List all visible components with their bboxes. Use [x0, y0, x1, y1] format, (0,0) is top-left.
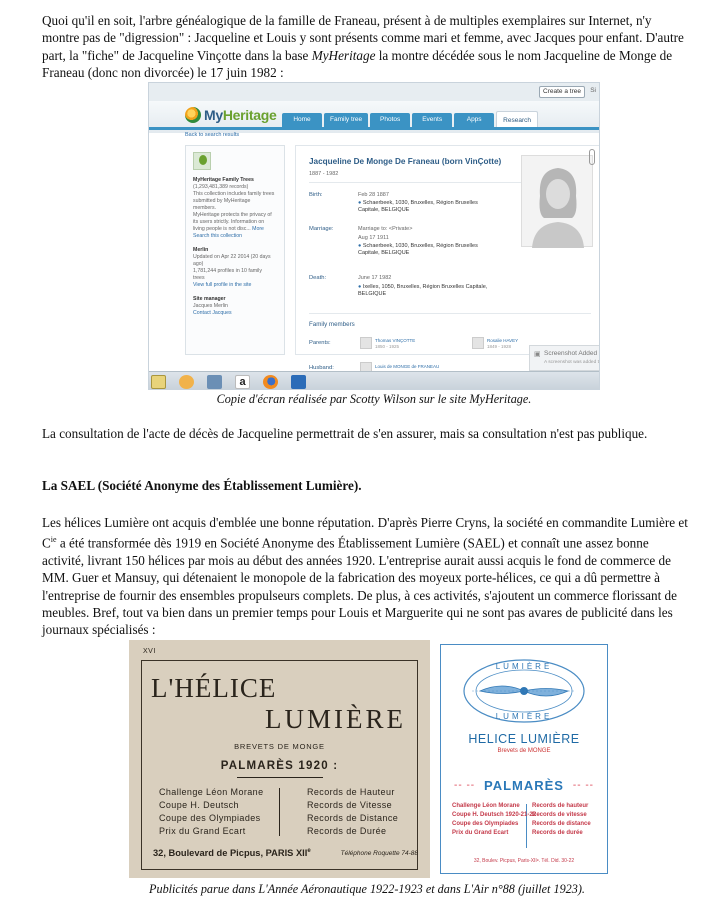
ad2-dashes-right: -- --: [572, 780, 594, 791]
ad-column-divider: [279, 788, 280, 836]
tab-photos[interactable]: Photos: [370, 113, 410, 127]
notification-title: Screenshot Added: [544, 350, 598, 357]
manager-name: Jacques Merlin: [193, 303, 228, 309]
ad2-left-column: [452, 802, 536, 838]
ad2-address: 32, Boulev. Picpus, Paris-XIIᵉ. Tél. Did. 30-22: [473, 858, 575, 864]
emblem-bottom-text: LUMIÈRE: [495, 712, 553, 721]
paperclip-icon: [589, 149, 595, 165]
create-tree-button[interactable]: Create a tree: [539, 86, 585, 98]
owner-updated: ago): [193, 261, 204, 267]
owner-updated: Updated on Apr 22 2014 (20 days: [193, 254, 271, 260]
ads-caption: Publicités parue dans L'Année Aéronautique 1922-1923 et dans L'Air n°88 (juillet 1923).: [149, 882, 585, 896]
death-date: June 17 1982: [358, 275, 392, 281]
location-pin-icon: ●: [358, 243, 362, 249]
paragraph-sael: [42, 514, 692, 638]
paragraph-consultation: La consultation de l'acte de décès de Jacqueline permettrait de s'en assurer, mais sa consultation n'est pas publique.: [42, 426, 648, 441]
tab-home[interactable]: Home: [282, 113, 322, 127]
paragraph-genealogy-text-end: la montre décédée sous le nom Jacqueline de Monge de Franeau (donc non divorcée) le 17 juin 1982 :: [42, 47, 673, 80]
ad-item: Prix du Grand Ecart: [159, 826, 246, 836]
file-manager-icon[interactable]: [151, 375, 166, 389]
owner-profiles: trees: [193, 275, 205, 281]
paragraph-genealogy-text: Quoi qu'il en soit, l'arbre généalogique de la famille de Franeau, présent à de multiples exemplaires sur Internet, n'y montre pas de "digression" : Jacqueline et Louis y sont présents comme mari et femme, avec Jacques pour enfant. D'autre part, la "fiche" de Jacqueline Vinçotte dans la base: [42, 13, 684, 63]
collection-desc: its users strictly. Information on: [193, 219, 265, 225]
ad2-title: HELICE LUMIÈRE: [468, 732, 580, 746]
ad-phone: Téléphone Roquette 74-88: [340, 850, 418, 857]
death-place-2: BELGIQUE: [358, 291, 387, 297]
nav-underline: [149, 127, 599, 130]
ad2-palmares: PALMARÈS: [484, 778, 564, 793]
ad2-right-column: [532, 802, 591, 838]
ad-address: 32, Boulevard de Picpus, PARIS XIIe: [153, 848, 311, 859]
page-number: XVI: [143, 648, 156, 655]
birth-label: Birth:: [309, 192, 323, 198]
person-years: 1887 - 1982: [309, 171, 339, 177]
person-name: Jacqueline De Monge De Franeau (born VinÇotte): [309, 157, 502, 166]
ad-right-column: [307, 786, 398, 838]
ad2-item: Coupe H. Deutsch 1920-21-22: [452, 812, 537, 818]
father-name[interactable]: Thomas VINÇOTTE: [375, 338, 416, 343]
ad2-item: Records de distance: [532, 821, 591, 827]
tab-events[interactable]: Events: [412, 113, 452, 127]
collection-desc: living people is not disc... More: [193, 226, 264, 232]
notification-subtitle: A screenshot was added t: [544, 360, 599, 365]
logo-icon: [185, 107, 201, 123]
emblem-top-text: LUMIÈRE: [495, 662, 553, 671]
collection-desc: This collection includes family trees: [193, 191, 275, 197]
section-title: La SAEL (Société Anonyme des Établissement Lumière).: [42, 478, 362, 493]
marriage-date: Aug 17 1911: [358, 235, 389, 241]
superscript: ie: [50, 535, 57, 545]
ad-item: Coupe des Olympiades: [159, 813, 261, 823]
location-pin-icon: ●: [358, 200, 362, 206]
paragraph-sael-text-end: a été transformée dès 1919 en Société Anonyme des Établissement Lumière (SAEL) et connaît une assez bonne activité, livrant 150 hélices par mois au début des années 1920. L'entreprise aurait aussi acquis le fond de commerce de MM. Guer et Mansuy, qui détenaient le monopole de la fabrication des moyeux porte-hélices, ce qui a dû permettre à l'entreprise de fournir des ensembles propulseurs complets. De plus, à ces activités, s'ajoutent un commerce florissant de meubles. Bref, tout va bien dans un premier temps pour Louis et Marguerite qui ne sont pas avares de publicité dans les journaux spécialisés :: [42, 535, 678, 638]
father-avatar[interactable]: [360, 337, 372, 349]
back-to-results-link[interactable]: Back to search results: [185, 132, 240, 138]
more-link[interactable]: More: [252, 226, 264, 232]
husband-label: Husband:: [309, 365, 334, 371]
husband-name[interactable]: Louis de MONGE de FRANEAU: [375, 364, 440, 369]
death-place: ● Ixelles, 1050, Bruxelles, Région Bruxelles Capitale,: [358, 284, 488, 290]
ad2-item: Coupe des Olympiades: [452, 821, 519, 827]
owner-name: Merlin: [193, 247, 209, 253]
death-label: Death:: [309, 275, 327, 281]
collection-title: MyHeritage Family Trees: [193, 177, 254, 183]
mother-avatar[interactable]: [472, 337, 484, 349]
mother-name[interactable]: Rosalie HAVEY: [487, 338, 519, 343]
ad2-dashes-left: -- --: [454, 780, 476, 791]
ad2-item: Challenge Léon Morane: [452, 803, 520, 809]
ad2-item: Records de durée: [532, 830, 583, 836]
tab-apps[interactable]: Apps: [454, 113, 494, 127]
birth-place: ● Schaerbeek, 1030, Bruxelles, Région Bruxelles: [358, 200, 478, 206]
myheritage-logo[interactable]: [185, 107, 276, 123]
ad2-item: Records de hauteur: [532, 803, 589, 809]
contact-link[interactable]: Contact Jacques: [193, 310, 232, 316]
photos-icon[interactable]: [179, 375, 194, 389]
paragraph-sael-text: Les hélices Lumière ont acquis d'emblée une bonne réputation. D'après Pierre Cryns, la société en commandite Lumière et C: [42, 515, 688, 551]
marriage-spouse: Marriage to: <Private>: [358, 226, 413, 232]
ad-item: Records de Distance: [307, 813, 399, 823]
marriage-label: Marriage:: [309, 226, 334, 232]
ad-item: Records de Vitesse: [307, 800, 393, 810]
ad-left-column: [159, 786, 263, 838]
collection-records: (1,293,481,389 records): [193, 184, 249, 190]
myheritage-italic: MyHeritage: [311, 47, 376, 63]
screenshot-caption: Copie d'écran réalisée par Scotty Wilson sur le site MyHeritage.: [216, 392, 532, 406]
ad-item: Coupe H. Deutsch: [159, 800, 239, 810]
tab-research[interactable]: Research: [496, 111, 538, 127]
screenshot-notification[interactable]: [529, 345, 600, 371]
logo-text: MyHeritage: [204, 107, 277, 123]
collection-sidebar: [185, 145, 285, 355]
taskbar: [149, 371, 599, 390]
myheritage-screenshot: [148, 82, 600, 390]
ad-brevets: BREVETS DE MONGE: [234, 742, 325, 751]
propeller-emblem-icon: [458, 656, 590, 726]
family-tree-icon: [193, 152, 211, 170]
parents-label: Parents:: [309, 340, 331, 346]
view-profile-link[interactable]: View full profile in the site: [193, 282, 252, 288]
father-years: 1850 - 1925: [375, 344, 400, 349]
collection-desc: submitted by MyHeritage: [193, 198, 251, 204]
birth-date: Feb 28 1887: [358, 192, 389, 198]
firefox-icon[interactable]: [263, 375, 278, 389]
camera-icon: ▣: [534, 351, 541, 358]
ad-rule: [237, 777, 323, 778]
mother-years: 1849 - 1928: [487, 344, 512, 349]
ad2-brevets: Brevets de MONGE: [497, 748, 551, 754]
owner-profiles: 1,781,244 profiles in 10 family: [193, 268, 262, 274]
ad2-item: Records de vitesse: [532, 812, 587, 818]
collection-desc: MyHeritage protects the privacy of: [193, 212, 272, 218]
ad-palmares: PALMARÈS 1920 :: [220, 760, 339, 772]
paragraph-genealogy: [42, 12, 692, 81]
divider: [309, 313, 591, 314]
mail-icon[interactable]: [291, 375, 306, 389]
advertisement-helice-lumiere-1923: [434, 640, 614, 878]
marriage-place-2: Capitale, BELGIQUE: [358, 250, 410, 256]
ad-title-line1: L'HÉLICE: [151, 673, 277, 703]
ad-title-line2: LUMIÈRE: [265, 704, 406, 734]
ad-item: Records de Durée: [307, 826, 387, 836]
family-members-title: Family members: [309, 321, 355, 328]
location-pin-icon: ●: [358, 284, 362, 290]
tab-family-tree[interactable]: Family tree: [324, 113, 368, 127]
ad2-item: Prix du Grand Ecart: [452, 830, 509, 836]
manager-title: Site manager: [193, 296, 226, 302]
ad-item: Challenge Léon Morane: [159, 787, 264, 797]
marriage-place: ● Schaerbeek, 1030, Bruxelles, Région Bruxelles: [358, 243, 478, 249]
advertisement-helice-lumiere-1922: [129, 640, 430, 878]
amazon-icon[interactable]: a: [235, 375, 250, 389]
app-icon[interactable]: [207, 375, 222, 389]
collection-desc: members.: [193, 205, 217, 211]
search-collection-link[interactable]: Search this collection: [193, 233, 243, 239]
ad-item: Records de Hauteur: [307, 787, 395, 797]
female-silhouette-icon: [522, 156, 594, 248]
birth-place-2: Capitale, BELGIQUE: [358, 207, 410, 213]
topbar-cut-label: Si: [590, 87, 596, 94]
profile-photo: [521, 155, 593, 247]
browser-topbar: [149, 83, 599, 101]
